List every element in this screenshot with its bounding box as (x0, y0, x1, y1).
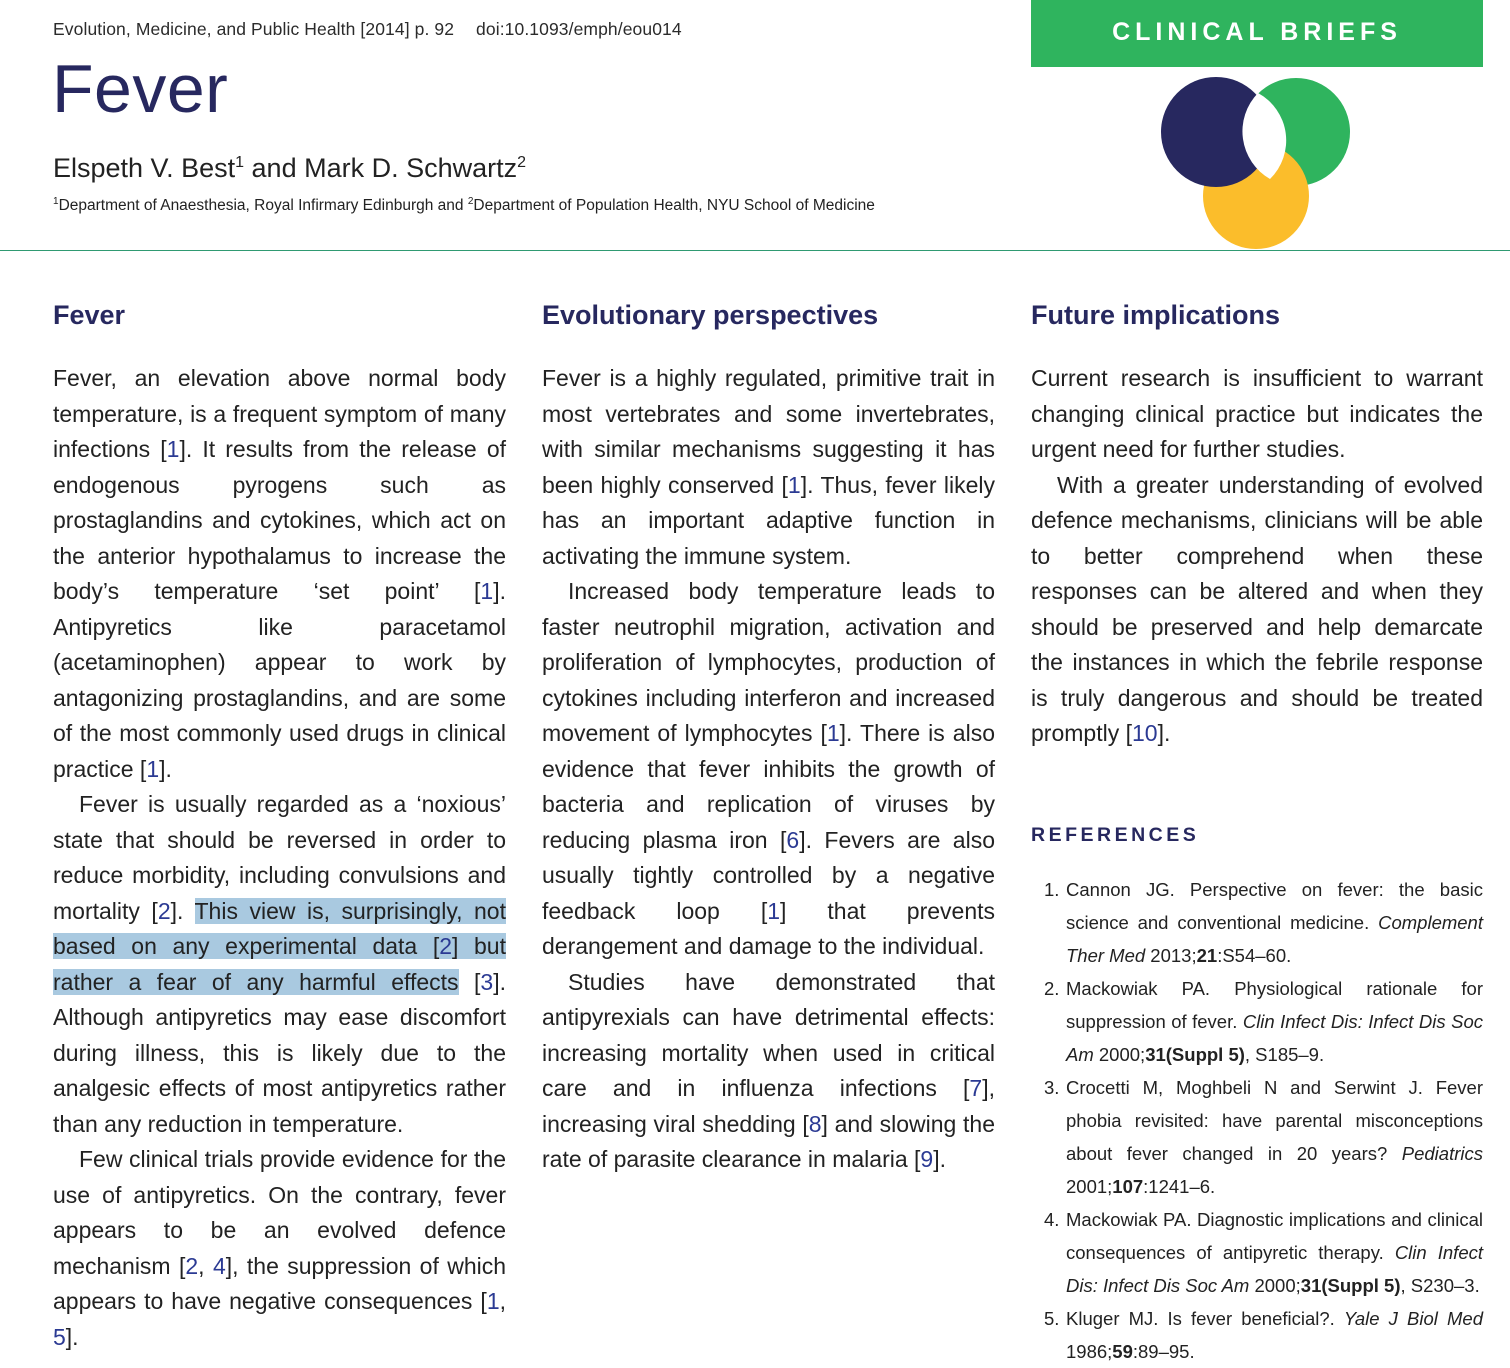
paragraph: With a greater understanding of evolved defence mechanisms, clinicians will be able to better comprehend when these responses can be altered and when they should be preserved and help demarcate the instances in which the febrile response is truly dangerous and should be treated promptly [10]. (1031, 471, 1483, 746)
section-heading: Fever (53, 300, 126, 330)
reference-number: 2. (1044, 977, 1060, 999)
column-evolutionary-perspectives (542, 300, 995, 1178)
column-fever (53, 300, 506, 1355)
citation-link[interactable]: 1 (787, 471, 801, 498)
citation-link[interactable]: 5 (53, 1323, 66, 1350)
reference-list (1031, 873, 1483, 1368)
author-line (53, 153, 526, 184)
reference-item: 1. Cannon JG. Perspective on fever: the basic science and conventional medicine. Complement Ther Med 2013;21:S54–60. (1031, 873, 1483, 972)
citation-link[interactable]: 1 (826, 720, 840, 746)
citation-link[interactable]: 8 (808, 1110, 822, 1137)
citation-link[interactable]: 1 (767, 897, 781, 924)
paragraph: Fever, an elevation above normal body temperature, is a frequent symptom of many infections [1]. It results from the release of endogenous pyrogens such as prostaglandins and cytokines, which act on the anterior hypothalamus to increase the body’s temperature ‘set point’ [1]. Antipyretics like paracetamol (acetaminophen) appear to work by antagonizing prostaglandins, and are some of the most commonly used drugs in clinical practice [1]. (53, 365, 507, 782)
journal-name: Pediatrics (1401, 1142, 1483, 1164)
citation-link[interactable]: 3 (480, 968, 494, 995)
journal-logo (1155, 75, 1355, 250)
volume: 31(Suppl 5) (1145, 1043, 1245, 1065)
paragraph: Few clinical trials provide evidence for the use of antipyretics. On the contrary, fever appears to be an evolved defence mechanism [2, 4], the suppression of which appears to have negative consequences [1, 5]. (53, 1146, 507, 1350)
header-divider (0, 250, 1510, 251)
highlighted-text[interactable]: This view is, surprisingly, not based on any experimental data [2] but rather a fear of any harmful effects (53, 897, 506, 995)
article-title: Fever (52, 51, 229, 127)
volume: 31(Suppl 5) (1300, 1274, 1401, 1296)
volume: 59 (1112, 1340, 1133, 1362)
journal-citation: Evolution, Medicine, and Public Health [2014] p. 92 (53, 19, 455, 39)
citation-link[interactable]: 2 (157, 897, 171, 924)
journal-name: Clin Infect Dis: Infect Dis Soc Am (1066, 1241, 1483, 1296)
citation-link[interactable]: 2 (439, 933, 453, 959)
column-future-implications (1031, 300, 1483, 1368)
affiliation-marker: 2 (467, 195, 474, 207)
section-heading: Evolutionary perspectives (542, 300, 879, 330)
paragraph: Current research is insufficient to warrant changing clinical practice but indicates the urgent need for further studies. (1031, 365, 1483, 462)
citation-link[interactable]: 1 (146, 755, 160, 782)
citation-link[interactable]: 4 (212, 1252, 226, 1279)
section-banner: CLINICAL BRIEFS (1031, 0, 1483, 67)
citation-link[interactable]: 1 (480, 578, 494, 604)
paragraph: Increased body temperature leads to faster neutrophil migration, activation and proliferation of lymphocytes, production of cytokines including interferon and increased movement of lymphocytes [1]. There is also evidence that fever inhibits the growth of bacteria and replication of viruses by reducing plasma iron [6]. Fevers are also usually tightly controlled by a negative feedback loop [1] that prevents derangement and damage to the individual. (542, 578, 995, 959)
references-heading: REFERENCES (1031, 823, 1200, 846)
paragraph: Fever is usually regarded as a ‘noxious’ state that should be reversed in order to reduce morbidity, including convulsions and mortality [2]. This view is, surprisingly, not based on any experimental data [2] but rather a fear of any harmful effects [3]. Although antipyretics may ease discomfort during illness, this is likely due to the analgesic effects of most antipyretics rather than any reduction in temperature. (53, 791, 506, 1137)
journal-name: Clin Infect Dis: Infect Dis Soc Am (1066, 1010, 1483, 1065)
citation-link[interactable]: 10 (1131, 720, 1158, 746)
affiliation-marker: 1 (235, 154, 245, 171)
reference-number: 5. (1044, 1307, 1060, 1329)
reference-number: 4. (1044, 1208, 1060, 1230)
section-heading: Future implications (1031, 300, 1281, 330)
citation-link[interactable]: 6 (786, 826, 800, 853)
reference-item: 2. Mackowiak PA. Physiological rationale for suppression of fever. Clin Infect Dis: Infect Dis Soc Am 2000;31(Suppl 5), S185–9. (1031, 972, 1483, 1071)
volume: 21 (1196, 944, 1218, 966)
doi-link[interactable]: doi:10.1093/emph/eou014 (476, 19, 682, 39)
journal-citation-line (53, 19, 682, 40)
citation-link[interactable]: 7 (969, 1075, 983, 1101)
author-name: and Mark D. Schwartz (244, 153, 518, 183)
citation-link[interactable]: 2 (185, 1252, 199, 1279)
author-name: Elspeth V. Best (53, 153, 236, 183)
citation-link[interactable]: 1 (486, 1288, 500, 1314)
paragraph: Studies have demonstrated that antipyrexials can have detrimental effects: increasing mortality when used in critical care and in influenza infections [7], increasing viral shedding [8] and slowing the rate of parasite clearance in malaria [9]. (542, 968, 995, 1172)
journal-name: Complement Ther Med (1066, 911, 1483, 966)
reference-item: 4. Mackowiak PA. Diagnostic implications and clinical consequences of antipyretic therapy. Clin Infect Dis: Infect Dis Soc Am 2000;31(Suppl 5), S230–3. (1031, 1203, 1483, 1302)
reference-number: 1. (1044, 878, 1060, 900)
volume: 107 (1112, 1175, 1144, 1197)
citation-link[interactable]: 1 (166, 436, 180, 462)
affiliation-text: Department of Population Health, NYU School of Medicine (473, 197, 875, 214)
citation-link[interactable]: 9 (920, 1146, 934, 1172)
paragraph: Fever is a highly regulated, primitive trait in most vertebrates and some invertebrates, with similar mechanisms suggesting it has been highly conserved [1]. Thus, fever likely has an important adaptive function in activating the immune system. (542, 365, 996, 569)
affiliation-text: Department of Anaesthesia, Royal Infirmary Edinburgh and (58, 197, 468, 214)
reference-number: 3. (1044, 1076, 1060, 1098)
affiliation-marker: 2 (517, 154, 527, 171)
affiliations (53, 197, 875, 215)
journal-name: Yale J Biol Med (1343, 1307, 1483, 1329)
affiliation-marker: 1 (53, 195, 59, 207)
reference-item: 5. Kluger MJ. Is fever beneficial?. Yale J Biol Med 1986;59:89–95. (1031, 1302, 1483, 1368)
reference-item: 3. Crocetti M, Moghbeli N and Serwint J. Fever phobia revisited: have parental misconceptions about fever changed in 20 years? Pediatrics 2001;107:1241–6. (1031, 1071, 1483, 1203)
